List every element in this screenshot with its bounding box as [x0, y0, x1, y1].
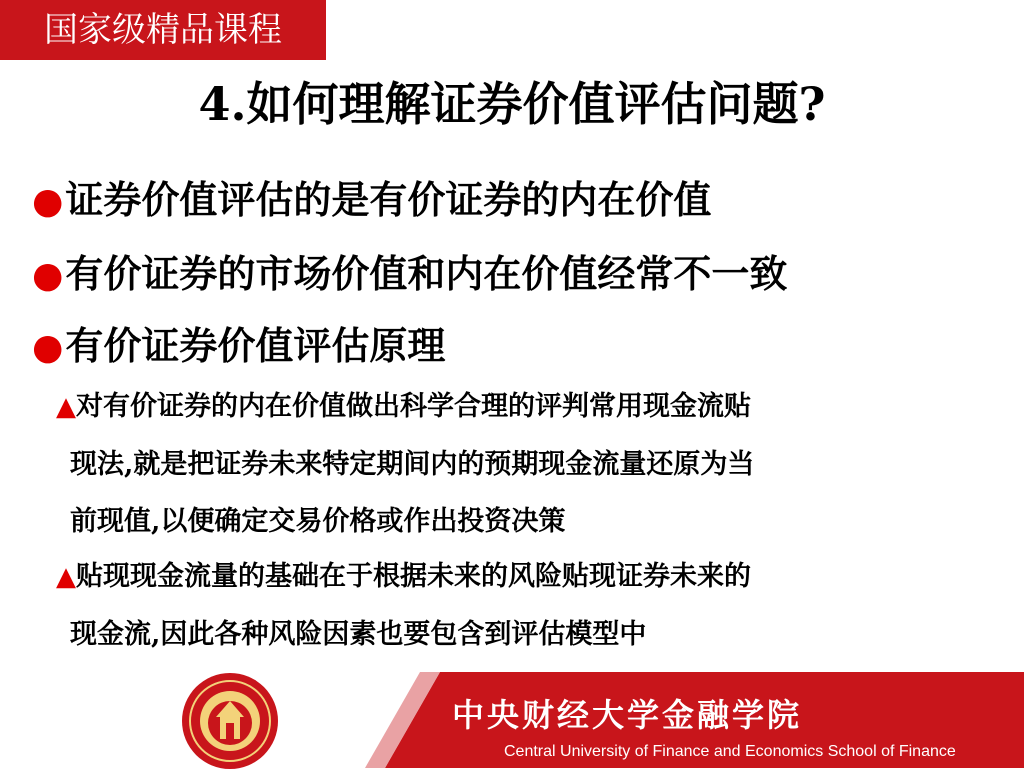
bullet-item: [32, 250, 787, 299]
school-name-english: Central University of Finance and Economics School of Finance: [504, 743, 956, 760]
slide-title: 4.如何理解证券价值评估问题?: [198, 77, 826, 131]
subpoint-text: 现金流,因此各种风险因素也要包含到评估模型中: [70, 619, 647, 650]
bullet-text: 有价证券的市场价值和内在价值经常不一致: [65, 251, 788, 296]
bullet-dot-icon: ●: [32, 180, 64, 222]
university-seal-icon: [180, 671, 280, 771]
subpoint-text: 前现值,以便确定交易价格或作出投资决策: [70, 506, 566, 537]
subpoint-text: 贴现现金流量的基础在于根据未来的风险贴现证券未来的: [76, 561, 751, 592]
bullet-text: 证券价值评估的是有价证券的内在价值: [65, 177, 712, 222]
bullet-text: 有价证券价值评估原理: [65, 323, 446, 368]
bullet-dot-icon: ●: [32, 254, 64, 296]
triangle-bullet-icon: ▲: [56, 562, 76, 592]
subpoint-discount-basis: [56, 548, 956, 663]
bullet-dot-icon: ●: [32, 326, 64, 368]
subpoint-valuation-method: [56, 378, 956, 550]
course-badge: 国家级精品课程: [0, 0, 326, 60]
bullet-item: [32, 176, 711, 225]
subpoint-text: 对有价证券的内在价值做出科学合理的评判常用现金流贴: [76, 391, 751, 422]
subpoint-text: 现法,就是把证券未来特定期间内的预期现金流量还原为当: [70, 449, 755, 480]
triangle-bullet-icon: ▲: [56, 392, 76, 422]
bullet-item: [32, 322, 445, 371]
school-name-chinese: 中央财经大学金融学院: [452, 696, 803, 734]
